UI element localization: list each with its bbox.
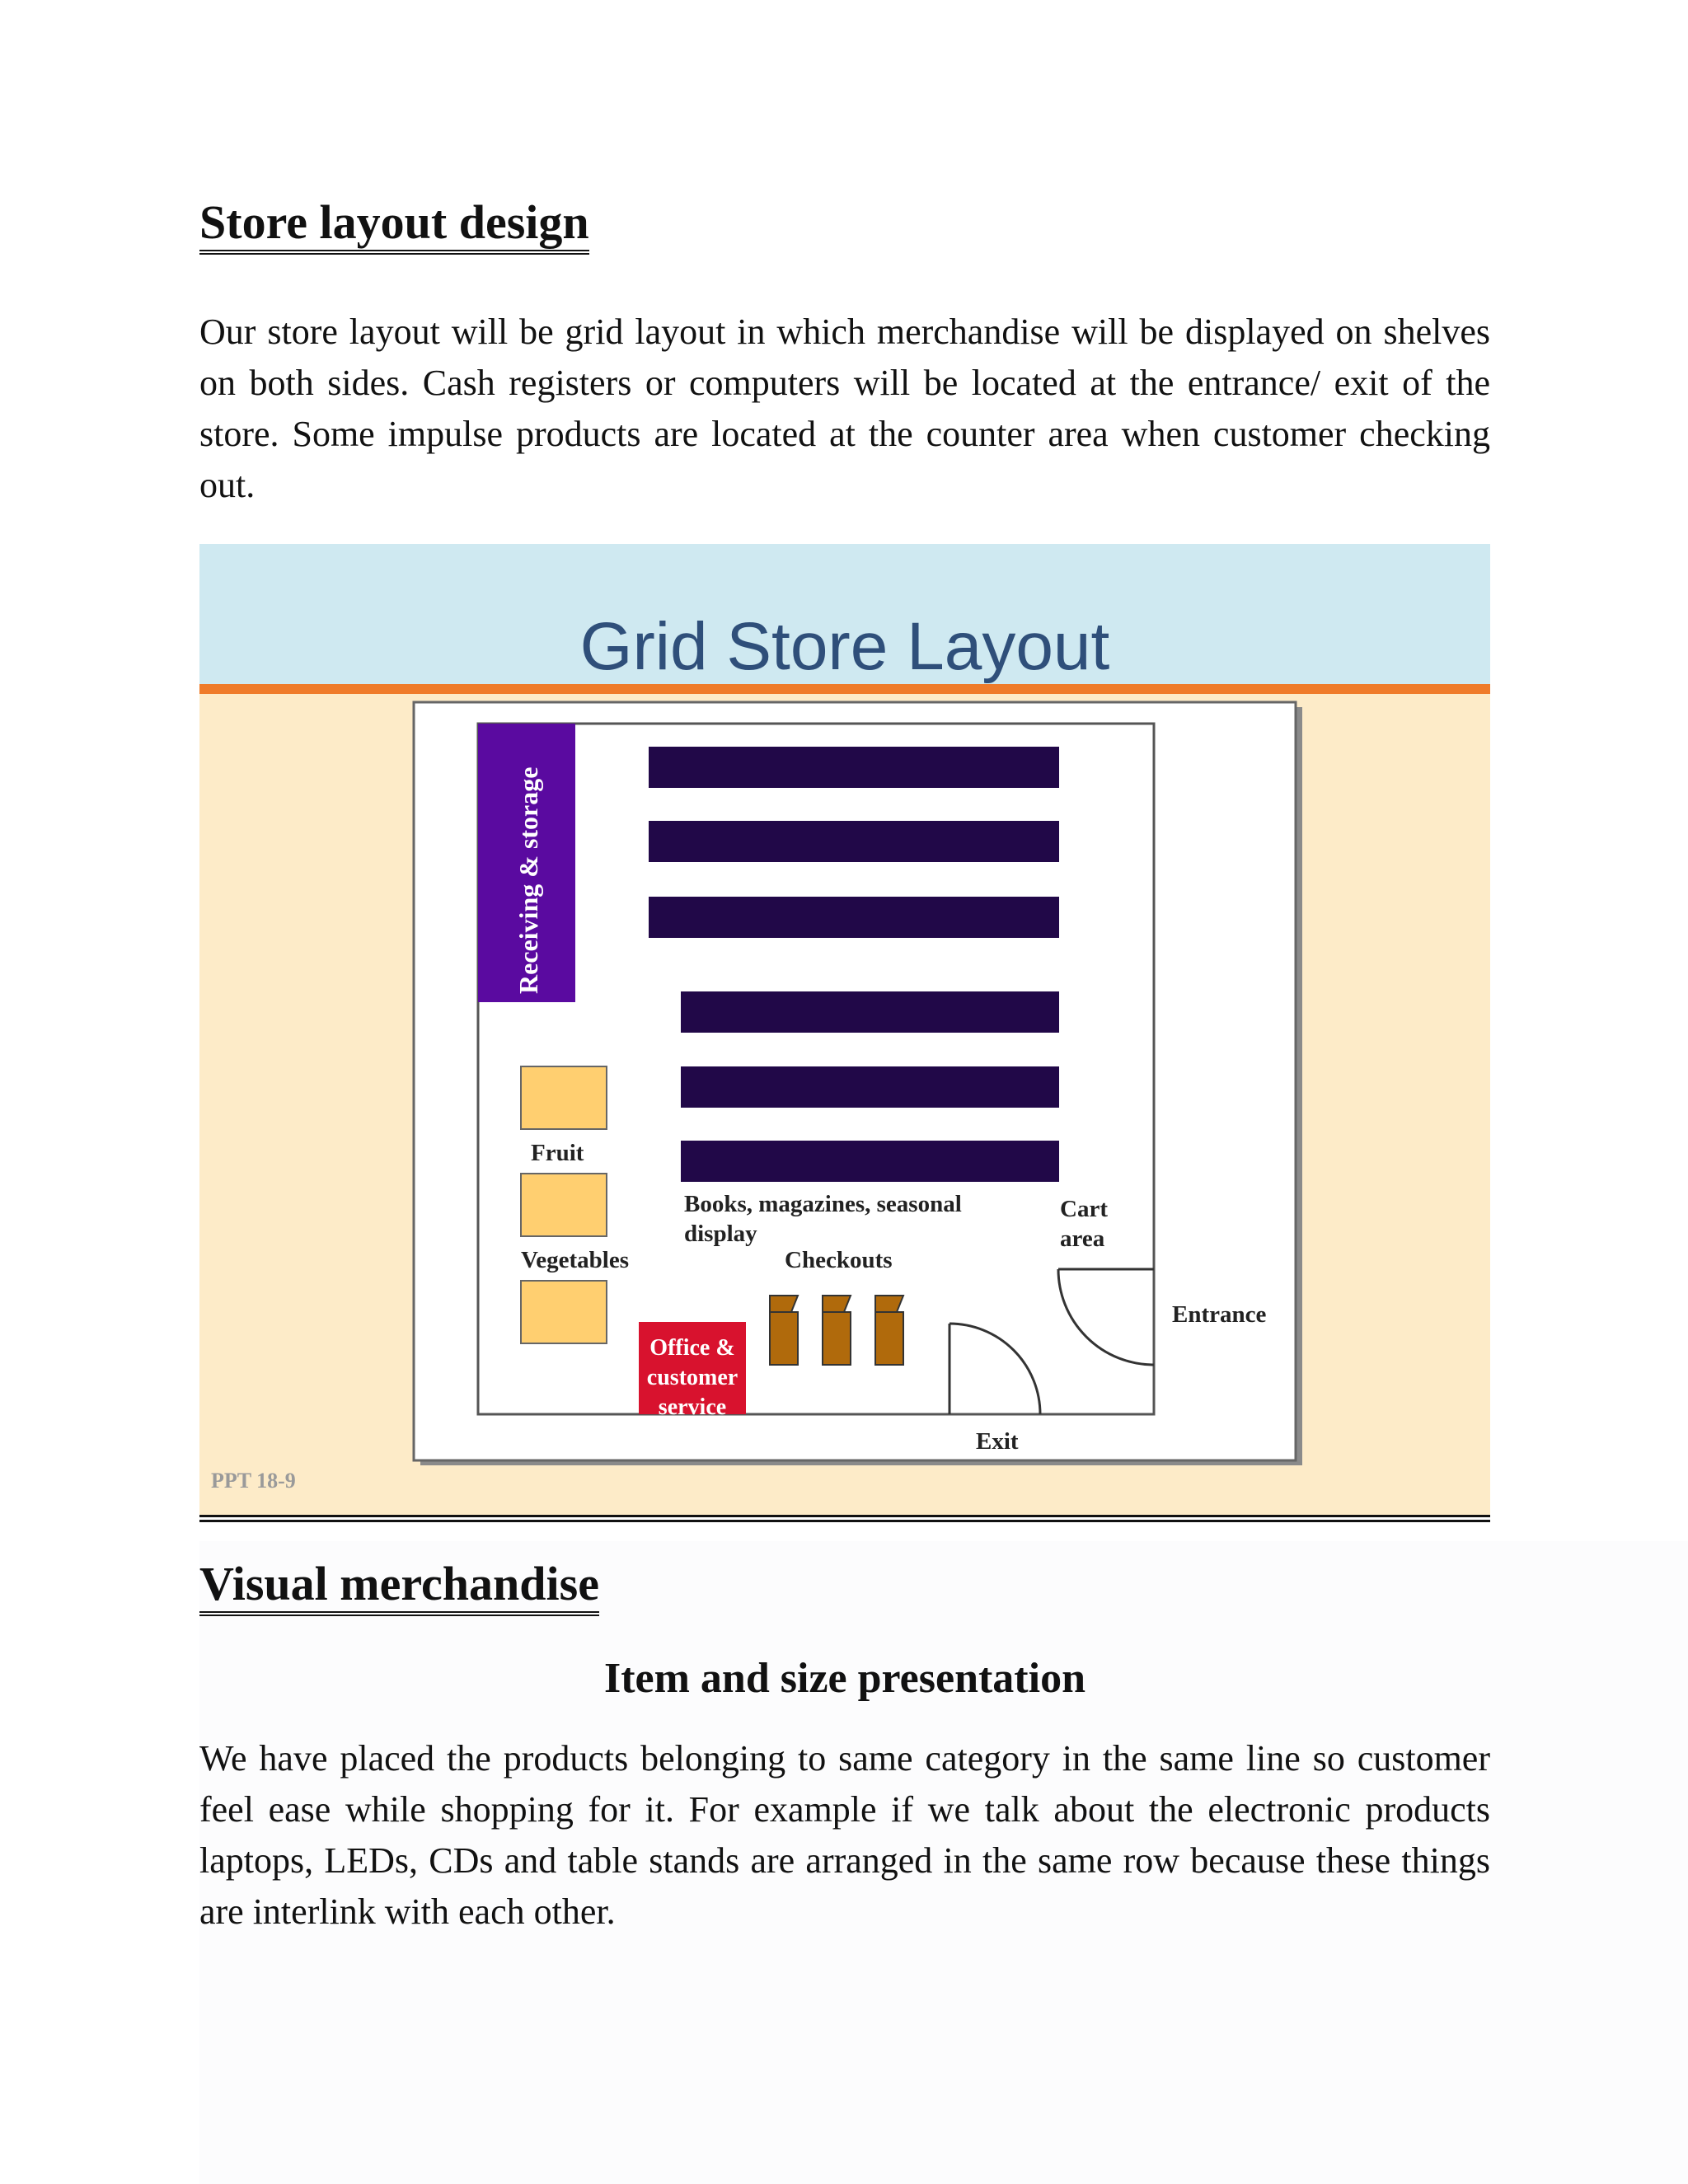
- shelf: [681, 991, 1059, 1033]
- exit-label: Exit: [976, 1428, 1019, 1455]
- cart-label-line1: Cart: [1060, 1196, 1108, 1222]
- shelf: [681, 1141, 1059, 1182]
- section-heading-visual-merchandise: Visual merchandise: [199, 1559, 599, 1616]
- store-layout-paragraph: Our store layout will be grid layout in which merchandise will be displayed on shelves on both sides. Cash registers or computers will be located at the entrance/ exit of the store. Some impulse products are located at the counter area when customer checking out.: [199, 312, 1490, 505]
- books-label-line1: Books, magazines, seasonal: [684, 1191, 962, 1217]
- office-label-line2: customer: [646, 1365, 738, 1390]
- fruit-label: Fruit: [531, 1140, 584, 1166]
- store-floor-plan: [199, 544, 1490, 1515]
- subheading-item-size: Item and size presentation: [603, 1655, 1085, 1702]
- checkout-counter: [823, 1296, 851, 1365]
- checkout-counter: [875, 1296, 903, 1365]
- cart-label-line2: area: [1060, 1226, 1105, 1252]
- shelf: [649, 821, 1059, 862]
- shelf: [649, 897, 1059, 938]
- visual-merchandise-paragraph: We have placed the products belonging to same category in the same line so customer feel ease while shopping for it. For example if we talk about the electronic products laptops, LEDs, CDs and table stands are arranged in the same row because these things are interlink with each other.: [199, 1738, 1490, 1932]
- shelf: [681, 1066, 1059, 1108]
- slide-title: Grid Store Layout: [579, 609, 1110, 684]
- section-heading-store-layout: Store layout design: [199, 198, 589, 255]
- figure-bottom-rule: [199, 1515, 1490, 1522]
- checkout-counter: [770, 1296, 798, 1365]
- receiving-storage-label: Receiving & storage: [513, 766, 543, 994]
- grid-store-layout-figure: [199, 544, 1490, 1515]
- vegetables-bin: [521, 1174, 607, 1236]
- checkouts-label: Checkouts: [785, 1247, 893, 1273]
- office-label-line3: service: [658, 1394, 727, 1420]
- produce-bin: [521, 1281, 607, 1343]
- shelf: [649, 747, 1059, 788]
- vegetables-label: Vegetables: [521, 1247, 630, 1273]
- entrance-label: Entrance: [1172, 1301, 1267, 1328]
- books-label-line2: display: [684, 1221, 757, 1247]
- office-label-line1: Office &: [649, 1335, 735, 1361]
- fruit-bin: [521, 1066, 607, 1129]
- slide-footer: PPT 18-9: [211, 1469, 296, 1493]
